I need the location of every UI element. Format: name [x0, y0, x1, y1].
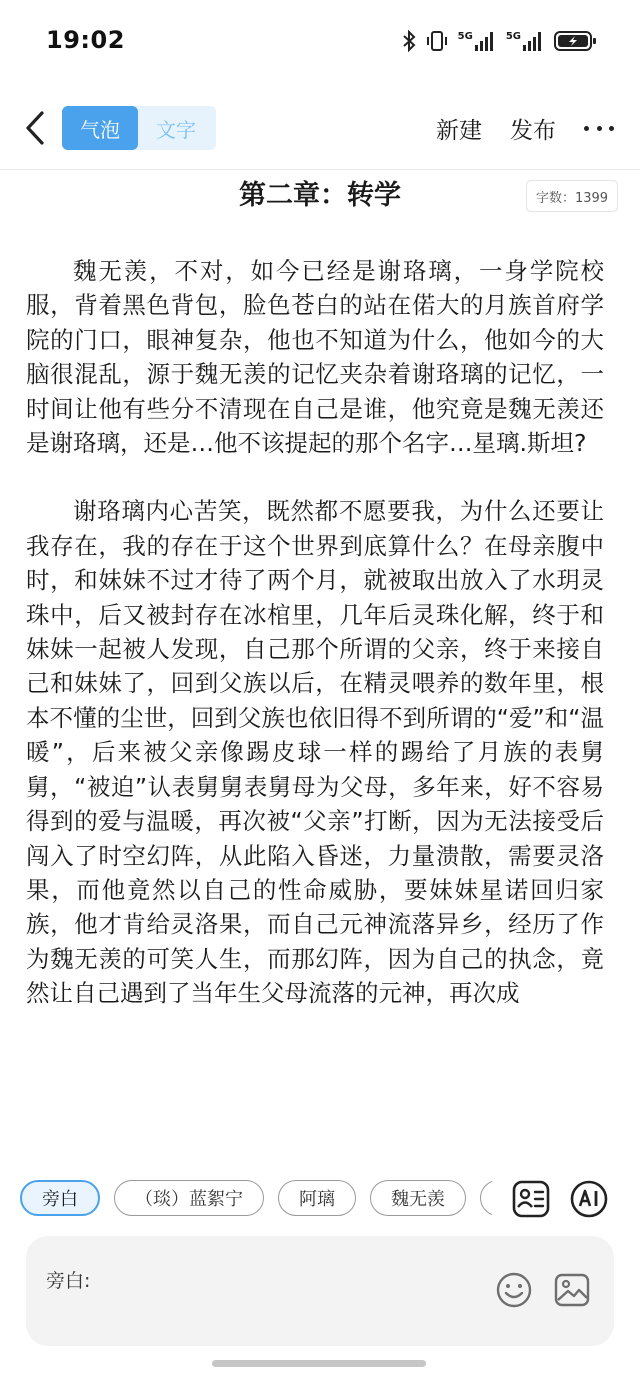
role-chip-narrator[interactable]: 旁白	[20, 1180, 100, 1216]
role-chip[interactable]: （琰）蓝絮宁	[114, 1180, 264, 1216]
back-button[interactable]	[18, 106, 52, 150]
bluetooth-icon	[402, 30, 416, 52]
mode-toggle	[62, 106, 216, 150]
chapter-content[interactable]	[26, 254, 604, 1154]
image-icon	[553, 1271, 591, 1309]
signal-icon	[474, 30, 496, 52]
mode-bubble-button[interactable]: 气泡	[62, 106, 138, 150]
vibrate-icon	[426, 30, 448, 52]
input-role-label: 旁白:	[46, 1270, 91, 1292]
emoji-button[interactable]	[494, 1270, 534, 1310]
ai-button[interactable]	[568, 1178, 610, 1220]
battery-charging-icon	[554, 30, 598, 52]
more-icon[interactable]	[584, 114, 614, 142]
status-bar	[0, 0, 640, 80]
role-chip[interactable]: 魏无羡	[370, 1180, 466, 1216]
role-list[interactable]	[20, 1180, 492, 1218]
role-manage-button[interactable]	[510, 1178, 552, 1220]
role-chip-partial[interactable]	[480, 1180, 492, 1216]
chapter-title[interactable]: 第二章：转学	[239, 180, 401, 211]
role-chip[interactable]: 阿璃	[278, 1180, 356, 1216]
smiley-icon	[495, 1271, 533, 1309]
back-arrow-icon	[24, 110, 46, 146]
mode-text-button[interactable]: 文字	[156, 117, 196, 142]
word-count-badge: 字数：1399	[526, 180, 618, 212]
dialogue-input[interactable]	[118, 1258, 498, 1296]
status-icons	[402, 27, 598, 55]
signal-icon	[522, 30, 544, 52]
header-divider	[0, 169, 640, 170]
header	[0, 92, 640, 164]
role-bar	[0, 1162, 640, 1234]
input-area	[26, 1236, 614, 1346]
status-time: 19:02	[46, 26, 125, 54]
contacts-icon	[511, 1179, 551, 1219]
new-button[interactable]: 新建	[436, 118, 482, 144]
ai-icon	[569, 1179, 609, 1219]
publish-button[interactable]: 发布	[510, 118, 556, 144]
network-label: 5G	[505, 31, 521, 42]
paragraph[interactable]: 魏无羡，不对，如今已经是谢珞璃，一身学院校服，背着黑色背包，脸色苍白的站在偌大的月族首府学院的门口，眼神复杂，他也不知道为什么，他如今的大脑很混乱，源于魏无羡的记忆夹杂着谢珞璃的记忆，一时间让他有些分不清现在自己是谁，他究竟是魏无羡还是谢珞璃，还是…他不该提起的那个名字…星璃.斯坦?	[26, 257, 604, 458]
home-indicator[interactable]	[212, 1360, 426, 1367]
paragraph[interactable]: 谢珞璃内心苦笑，既然都不愿要我，为什么还要让我存在，我的存在于这个世界到底算什么？在母亲腹中时，和妹妹不过才待了两个月，就被取出放入了水玥灵珠中，后又被封存在冰棺里，几年后灵珠化解，终于和妹妹一起被人发现，自己那个所谓的父亲，终于来接自己和妹妹了，回到父族以后，在精灵喂养的数年里，根本不懂的尘世，回到父族也依旧得不到所谓的“爱”和“温暖”，后来被父亲像踢皮球一样的踢给了月族的表舅舅，“被迫”认表舅舅表舅母为父母，多年来，好不容易得到的爱与温暖，再次被“父亲”打断，因为无法接受后闯入了时空幻阵，从此陷入昏迷，力量溃散，需要灵洛果，而他竟然以自己的性命威胁，要妹妹星诺回归家族，他才肯给灵洛果，而自己元神流落异乡，经历了作为魏无羡的可笑人生，而那幻阵，因为自己的执念，竟然让自己遇到了当年生父母流落的元神，再次成	[26, 497, 604, 1008]
network-label: 5G	[457, 31, 473, 42]
image-button[interactable]	[552, 1270, 592, 1310]
